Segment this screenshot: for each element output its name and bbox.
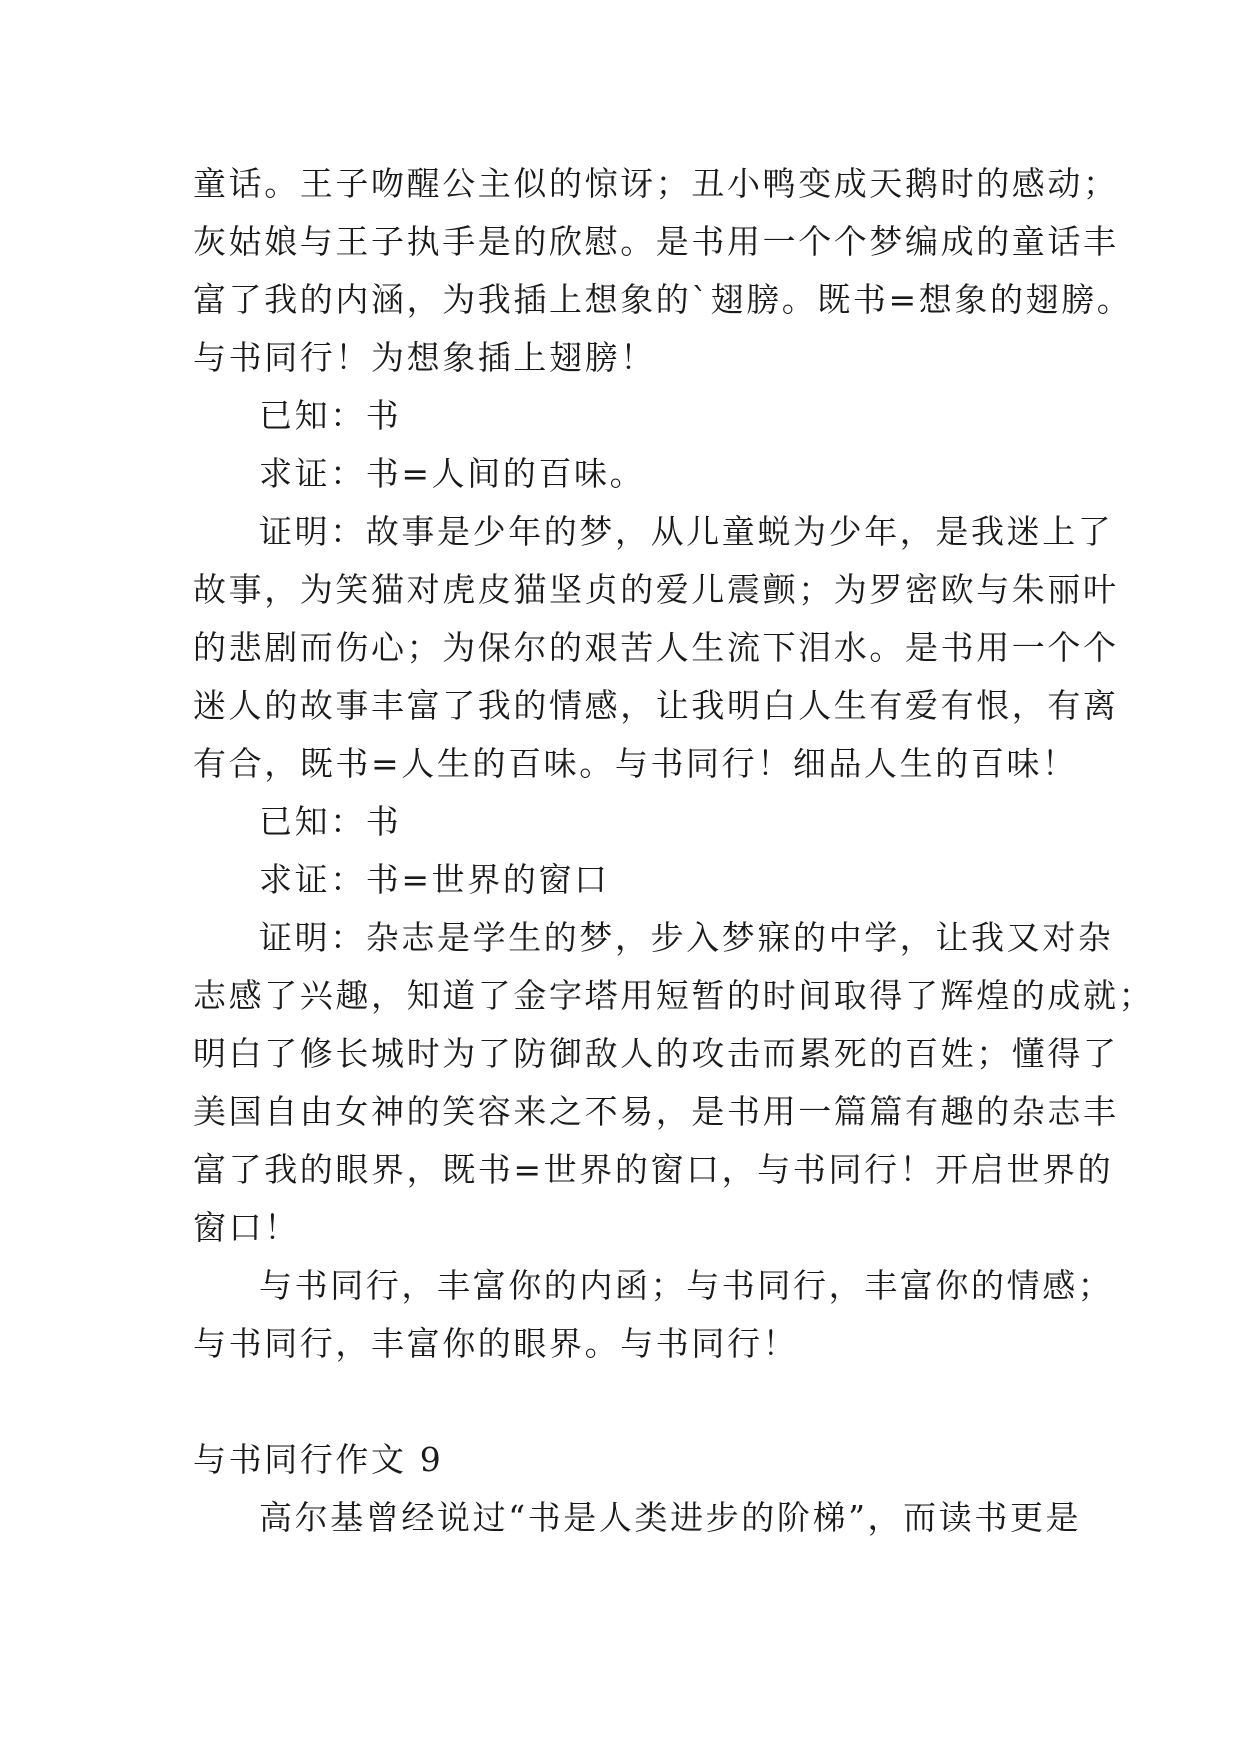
section-gap [193,1373,1063,1431]
text-line: 窗口！ [193,1208,300,1247]
text-line: 明白了修长城时为了防御敌人的攻击而累死的百姓；懂得了 [193,1034,1119,1073]
text-line: 故事，为笑猫对虎皮猫坚贞的爱儿震颤；为罗密欧与朱丽叶 [193,570,1119,609]
text-line: 的悲剧而伤心；为保尔的艰苦人生流下泪水。是书用一个个 [193,628,1119,667]
given-line: 已知：书 [259,396,402,435]
proof-line: 证明：杂志是学生的梦，步入梦寐的中学，让我又对杂 [259,918,1114,957]
document-page [193,155,1155,1547]
section-first-line: 高尔基曾经说过“书是人类进步的阶梯”，而读书更是 [259,1498,1082,1537]
conclusion-line: 与书同行，丰富你的内函；与书同行，丰富你的情感； [259,1266,1114,1305]
text-line: 美国自由女神的笑容来之不易，是书用一篇篇有趣的杂志丰 [193,1092,1119,1131]
text-line: 富了我的内涵，为我插上想象的`翅膀。既书=想象的翅膀。 [193,280,1133,319]
given-line: 已知：书 [259,802,402,841]
text-line: 灰姑娘与王子执手是的欣慰。是书用一个个梦编成的童话丰 [193,222,1119,261]
text-line: 童话。王子吻醒公主似的惊讶；丑小鸭变成天鹅时的感动； [193,164,1119,203]
text-line: 与书同行！为想象插上翅膀！ [193,338,656,377]
text-line: 迷人的故事丰富了我的情感，让我明白人生有爱有恨，有离 [193,686,1119,725]
proof-line: 证明：故事是少年的梦，从儿童蜕为少年，是我迷上了 [259,512,1114,551]
section-title: 与书同行作文 9 [193,1440,444,1479]
text-line: 有合，既书=人生的百味。与书同行！细品人生的百味！ [193,744,1078,783]
prove-line: 求证：书=人间的百味。 [259,454,646,493]
text-line: 志感了兴趣，知道了金字塔用短暂的时间取得了辉煌的成就； [193,976,1155,1015]
text-line: 富了我的眼界，既书=世界的窗口，与书同行！开启世界的 [193,1150,1114,1189]
prove-line: 求证：书=世界的窗口 [259,860,610,899]
text-line: 与书同行，丰富你的眼界。与书同行！ [193,1324,799,1363]
